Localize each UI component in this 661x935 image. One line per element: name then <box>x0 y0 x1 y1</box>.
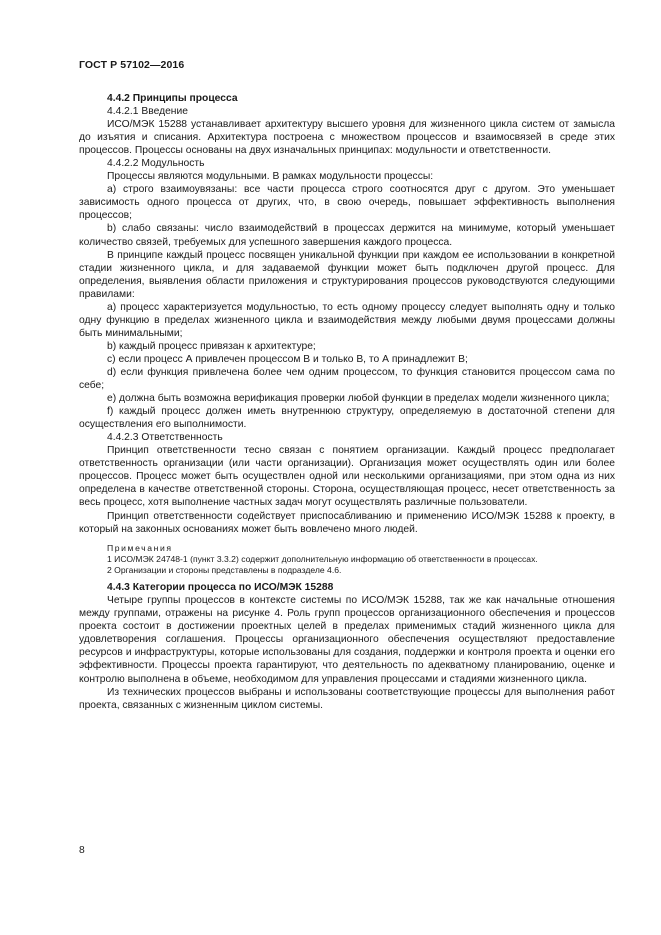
subsection-title-responsibility: 4.4.2.3 Ответственность <box>107 432 223 444</box>
paragraph: ИСО/МЭК 15288 устанавливает архитектуру высшего уровня для жизненного цикла систем от замысла до изъятия и списания. Архитектура построена с множеством процессов и взаимосвязей в среде этих процессов. Процессы основаны на двух изначальных принципах: модульности и ответственности. <box>79 119 615 157</box>
list-item: b) слабо связаны: число взаимодействий в процессах держится на минимуме, который уменьшает количество связей, требуемых для успешного завершения каждого процесса. <box>79 223 615 248</box>
paragraph: Процессы являются модульными. В рамках модульности процессы: <box>107 171 434 183</box>
section-heading-4-4-2: 4.4.2 Принципы процесса <box>107 93 238 104</box>
notes-title: Примечания <box>107 542 173 553</box>
subsection-title-modularity: 4.4.2.2 Модульность <box>107 158 205 170</box>
document-header: ГОСТ Р 57102—2016 <box>79 59 185 71</box>
paragraph: Четыре группы процессов в контексте системы по ИСО/МЭК 15288, так же как начальные отношения между группами, отражены на рисунке 4. Роль групп процессов организационного обеспечения и процессов проекта состоит в достижении проектных целей в пределах применимых стадий жизненного цикла для удовлетворения соглашения. Процессы организационного обеспечения осуществляют предоставление ресурсов и инфраструктуры, которые использованы для создания, поддержки и контроля проекта и оценки его эффективности. Процессы проекта гарантируют, что деятельность по адекватному планированию, оценке и контролю выполнена в объеме, необходимом для управления процессами и стадиями жизненного цикла. <box>79 595 615 685</box>
list-item: e) должна быть возможна верификация проверки любой функции в пределах модели жизненного цикла; <box>107 393 610 405</box>
note-item: 2 Организации и стороны представлены в подразделе 4.6. <box>107 565 342 575</box>
list-item: c) если процесс А привлечен процессом В и только В, то А принадлежит В; <box>107 353 468 365</box>
list-item: d) если функция привлечена более чем одним процессом, то функция становится процессом сама по себе; <box>79 366 615 392</box>
list-item: a) строго взаимоувязаны: все части процесса строго соотносятся друг с другом. Это уменьшает зависимость одного процесса от других, что, в свою очередь, повышает эффективность выполнения процессов; <box>79 184 615 222</box>
paragraph: В принципе каждый процесс посвящен уникальной функции при каждом ее использовании в конкретной стадии жизненного цикла, и для задаваемой функции может быть подключен другой процесс. Для определения, выявления области приложения и структурирования процессов руководствуются следующими правилами: <box>79 249 615 300</box>
document-body <box>79 92 615 712</box>
paragraph: Принцип ответственности тесно связан с понятием организации. Каждый процесс предполагает ответственность организации (или части организации). Организация может осуществлять один или более процессов. Процесс может быть осуществлен одной или несколькими организациями, при этом одна из них определена в качестве ответственной стороны. Сторона, осуществляющая процесс, несет ответственность за весь процесс, хотя выполнение частных задач могут осуществлять различные пользователи. <box>79 445 615 509</box>
list-item: f) каждый процесс должен иметь внутреннюю структуру, определяемую в достаточной степени для осуществления его выполнимости. <box>79 406 615 431</box>
paragraph: Из технических процессов выбраны и использованы соответствующие процессы для выполнения работ проекта, связанных с жизненным циклом системы. <box>79 686 615 711</box>
paragraph: Принцип ответственности содействует приспосабливанию и применению ИСО/МЭК 15288 к проекту, в который на законных основаниях может быть вовлечено много людей. <box>79 510 615 535</box>
notes-block <box>79 543 615 577</box>
note-item: 1 ИСО/МЭК 24748-1 (пункт 3.3.2) содержит дополнительную информацию об ответственности в процессах. <box>107 553 538 564</box>
list-item: a) процесс характеризуется модульностью, то есть одному процессу следует выполнять одну и только одну функцию в пределах жизненного цикла и взаимодействия между любыми двумя процессами должны быть минимальными; <box>79 301 615 339</box>
page-number: 8 <box>79 845 85 856</box>
list-item: b) каждый процесс привязан к архитектуре; <box>107 340 316 352</box>
subsection-title-introduction: 4.4.2.1 Введение <box>107 106 188 118</box>
section-heading-4-4-3: 4.4.3 Категории процесса по ИСО/МЭК 15288 <box>107 582 334 594</box>
